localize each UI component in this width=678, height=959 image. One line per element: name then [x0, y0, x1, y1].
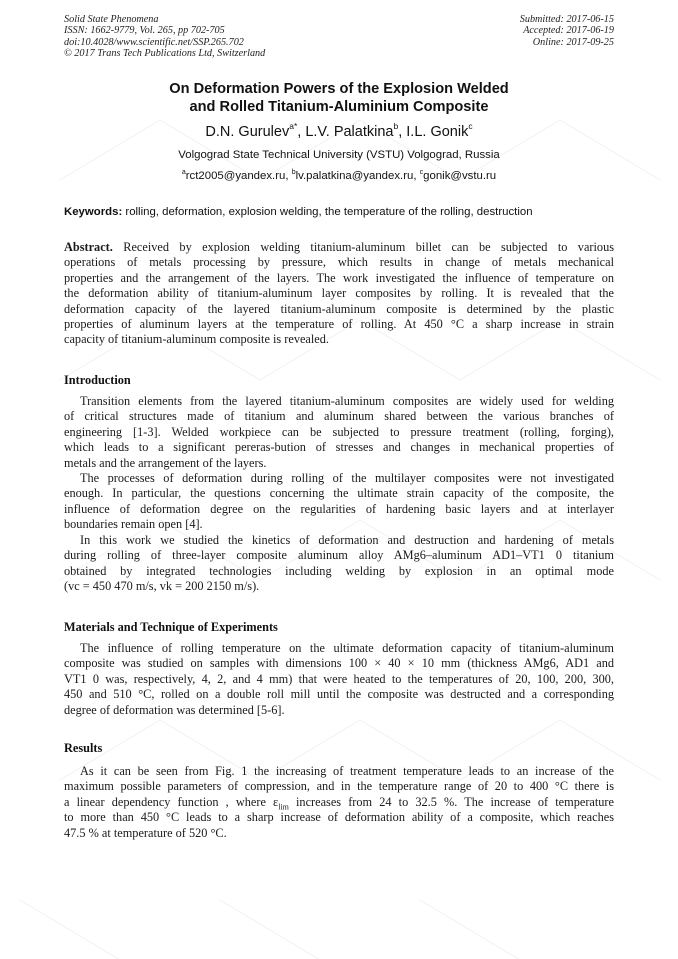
paragraph-line: boundaries remain open [4]. [64, 517, 203, 532]
online-date: Online: 2017-09-25 [532, 36, 614, 48]
paragraph-line: composite was studied on samples with dimensions 100 × 40 × 10 mm (thickness AMg6, AD1 and [64, 656, 614, 671]
author-separator: , [297, 124, 306, 140]
abstract [64, 240, 614, 348]
paragraph-line: engineering [1-3]. Welded workpiece can be subjected to pressure treatment (rolling, forging), [64, 424, 614, 439]
author-gurulev: D.N. Gurulev [205, 124, 290, 140]
paragraph-line: (vc = 450 470 m/s, vk = 200 2150 m/s). [64, 579, 260, 594]
paragraph-line: In this work we studied the kinetics of deformation and destruction and hardening of metals [80, 533, 614, 547]
paragraph-line: As it can be seen from Fig. 1 the increasing of treatment temperature leads to an increase of the [80, 764, 614, 778]
submission-dates [520, 14, 614, 48]
paragraph-line: to more than 450 °C leads to a sharp increase of deformation ability of a composite, which reaches [64, 810, 614, 825]
author-gonik: I.L. Gonik [406, 124, 469, 140]
issn-line: ISSN: 1662-9779, Vol. 265, pp 702-705 [64, 25, 225, 37]
title-line-1: On Deformation Powers of the Explosion Welded [169, 81, 509, 97]
paragraph-line: which leads to a significant pereras-bution of stresses and changes in mechanical properties of [64, 440, 614, 455]
introduction-heading: Introduction [64, 373, 131, 387]
paragraph-line: 47.5 % at temperature of 520 °C. [64, 825, 227, 840]
email-a[interactable]: rct2005@yandex.ru, [185, 170, 292, 182]
email-c[interactable]: gonik@vstu.ru [423, 170, 497, 182]
submitted-date: Submitted: 2017-06-15 [519, 14, 614, 25]
copyright-line: © 2017 Trans Tech Publications Ltd, Switzerland [64, 48, 266, 60]
journal-name: Solid State Phenomena [64, 14, 159, 25]
paragraph-line: a linear dependency function , where $\varepsilon_{lim}$ increases from 24 to 32.5 %. The increase of temperature [64, 794, 614, 812]
author-palatkina-sup: b [393, 121, 399, 131]
email-c-sup: c [419, 169, 424, 176]
paper-title [64, 80, 614, 116]
abstract-line: properties and the arrangement of the layers. The work investigated the influence of temperature on [64, 270, 614, 285]
paragraph-line: obtained by integrated technologies including welding by explosion in an optimal mode [64, 563, 614, 578]
introduction-paragraph-1 [64, 394, 614, 471]
introduction-paragraph-2 [64, 471, 614, 533]
results-paragraph [64, 764, 614, 841]
keywords-label: Keywords: [64, 206, 123, 218]
paragraph-line: VT1 0 was, respectively, 4, 2, and 4 mm) that were heated to the temperatures of 20, 100, 200, 300, [64, 671, 614, 686]
accepted-date: Accepted: 2017-06-19 [523, 25, 614, 37]
paragraph-line: influence of deformation degree on the regularities of hardening basic layers and at interlayer [64, 501, 614, 516]
email-b[interactable]: lv.palatkina@yandex.ru, [295, 170, 420, 182]
author-list [64, 121, 614, 140]
author-palatkina: L.V. Palatkina [305, 124, 394, 140]
abstract-line: Abstract. Received by explosion welding titanium-aluminum billet can be subjected to various [64, 240, 614, 254]
email-a-sup: a [181, 169, 186, 176]
abstract-line: properties of aluminum layers at the temperature of rolling. At 450 °C a sharp increase in strain [64, 316, 614, 331]
paragraph-line: Transition elements from the layered titanium-aluminum composites are widely used for welding [80, 394, 614, 408]
materials-paragraph [64, 641, 614, 718]
paragraph-line: of critical structures made of titanium and aluminum shared between the various branches of [64, 409, 614, 424]
email-b-sup: b [291, 169, 296, 176]
results-heading: Results [64, 741, 103, 755]
author-emails [64, 170, 614, 182]
introduction-paragraph-3 [64, 533, 614, 595]
doi-line[interactable]: doi:10.4028/www.scientific.net/SSP.265.702 [64, 36, 244, 48]
affiliation: Volgograd State Technical University (VSTU) Volgograd, Russia [178, 149, 500, 161]
keywords-text: rolling, deformation, explosion welding, the temperature of the rolling, destruction [122, 206, 533, 218]
title-line-2: and Rolled Titanium-Aluminium Composite [189, 99, 489, 115]
author-separator: , [398, 124, 407, 140]
paragraph-line: during rolling of three-layer composite aluminum alloy AMg6–aluminum AD1–VT1 0 titanium [64, 548, 614, 563]
abstract-line: deformation capacity of the layered titanium-aluminum composite is determined by the plastic [64, 301, 614, 316]
paragraph-line: enough. In particular, the questions concerning the ultimate strain capacity of the composite, the [64, 486, 614, 501]
author-gurulev-sup: a* [289, 121, 298, 131]
keywords [64, 206, 638, 218]
materials-heading: Materials and Technique of Experiments [64, 620, 278, 634]
paragraph-line: degree of deformation was determined [5-6]. [64, 702, 285, 717]
paragraph-line: The influence of rolling temperature on the ultimate deformation capacity of titanium-aluminum [80, 641, 614, 655]
paragraph-line: 450 and 510 °C, rolled on a double roll mill until the composite was destructed and a corresponding [64, 687, 614, 702]
journal-info [64, 14, 265, 60]
epsilon-subscript: lim [278, 802, 289, 812]
paragraph-line: maximum possible parameters of compression, and in the temperature range of 20 to 400 °C there is [64, 779, 614, 794]
author-gonik-sup: c [468, 121, 473, 131]
paragraph-line: The processes of deformation during rolling of the multilayer composites were not investigated [80, 471, 614, 485]
paragraph-line: metals and the arrangement of the layers. [64, 455, 267, 470]
abstract-line: operations of metals processing by pressure, which results in change of metals mechanical [64, 255, 614, 270]
abstract-line: capacity of titanium-aluminum composite is revealed. [64, 332, 329, 347]
abstract-label: Abstract. [64, 240, 113, 254]
abstract-line: the deformation ability of titanium-aluminum layer composites by rolling. It is revealed that the [64, 286, 614, 301]
